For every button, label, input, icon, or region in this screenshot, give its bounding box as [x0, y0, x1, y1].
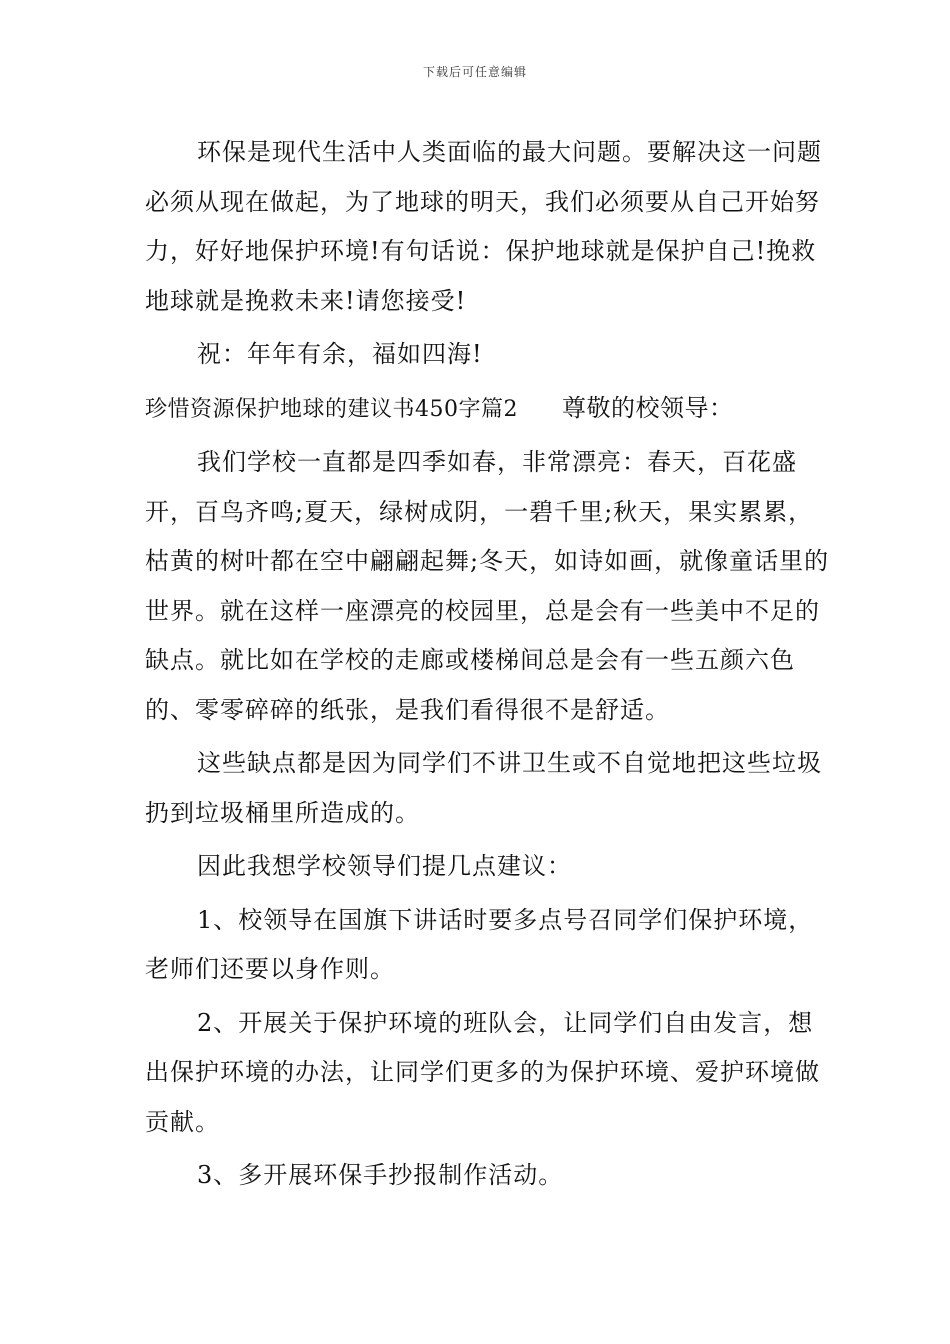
- paragraph-suggestion-3: 3、多开展环保手抄报制作活动。: [197, 1161, 564, 1189]
- paragraph-suggestion-intro: 因此我想学校领导们提几点建议：: [197, 852, 572, 880]
- paragraph-suggestion-2: 2、开展关于保护环境的班队会，让同学们自由发言，想出保护环境的办法，让同学们更多的为保护环境、爱护环境做贡献。: [145, 1008, 820, 1136]
- paragraph-cause: 这些缺点都是因为同学们不讲卫生或不自觉地把这些垃圾扔到垃圾桶里所造成的。: [145, 749, 822, 827]
- document-body: [145, 128, 835, 1205]
- paragraph-school-seasons: 我们学校一直都是四季如春，非常漂亮：春天，百花盛开，百鸟齐鸣;夏天，绿树成阴，一碧千里;秋天，果实累累，枯黄的树叶都在空中翩翩起舞;冬天，如诗如画，就像童话里的世界。就在这样一座漂亮的校园里，总是会有一些美中不足的缺点。就比如在学校的走廊或楼梯间总是会有一些五颜六色的、零零碎碎的纸张，是我们看得很不是舒适。: [145, 448, 830, 724]
- paragraph-environment-intro: 环保是现代生活中人类面临的最大问题。要解决这一问题必须从现在做起，为了地球的明天，我们必须要从自己开始努力，好好地保护环境!有句话说：保护地球就是保护自己!挽救地球就是挽救未来!请您接受!: [145, 138, 822, 315]
- section-title-line: [145, 384, 835, 435]
- paragraph-blessing: 祝：年年有余，福如四海!: [197, 340, 483, 368]
- paragraph-suggestion-1: 1、校领导在国旗下讲话时要多点号召同学们保护环境，老师们还要以身作则。: [145, 905, 814, 983]
- salutation: 尊敬的校领导：: [562, 393, 734, 422]
- section-title: 珍惜资源保护地球的建议书450字篇2: [145, 396, 518, 422]
- header-note: 下载后可任意编辑: [422, 65, 527, 79]
